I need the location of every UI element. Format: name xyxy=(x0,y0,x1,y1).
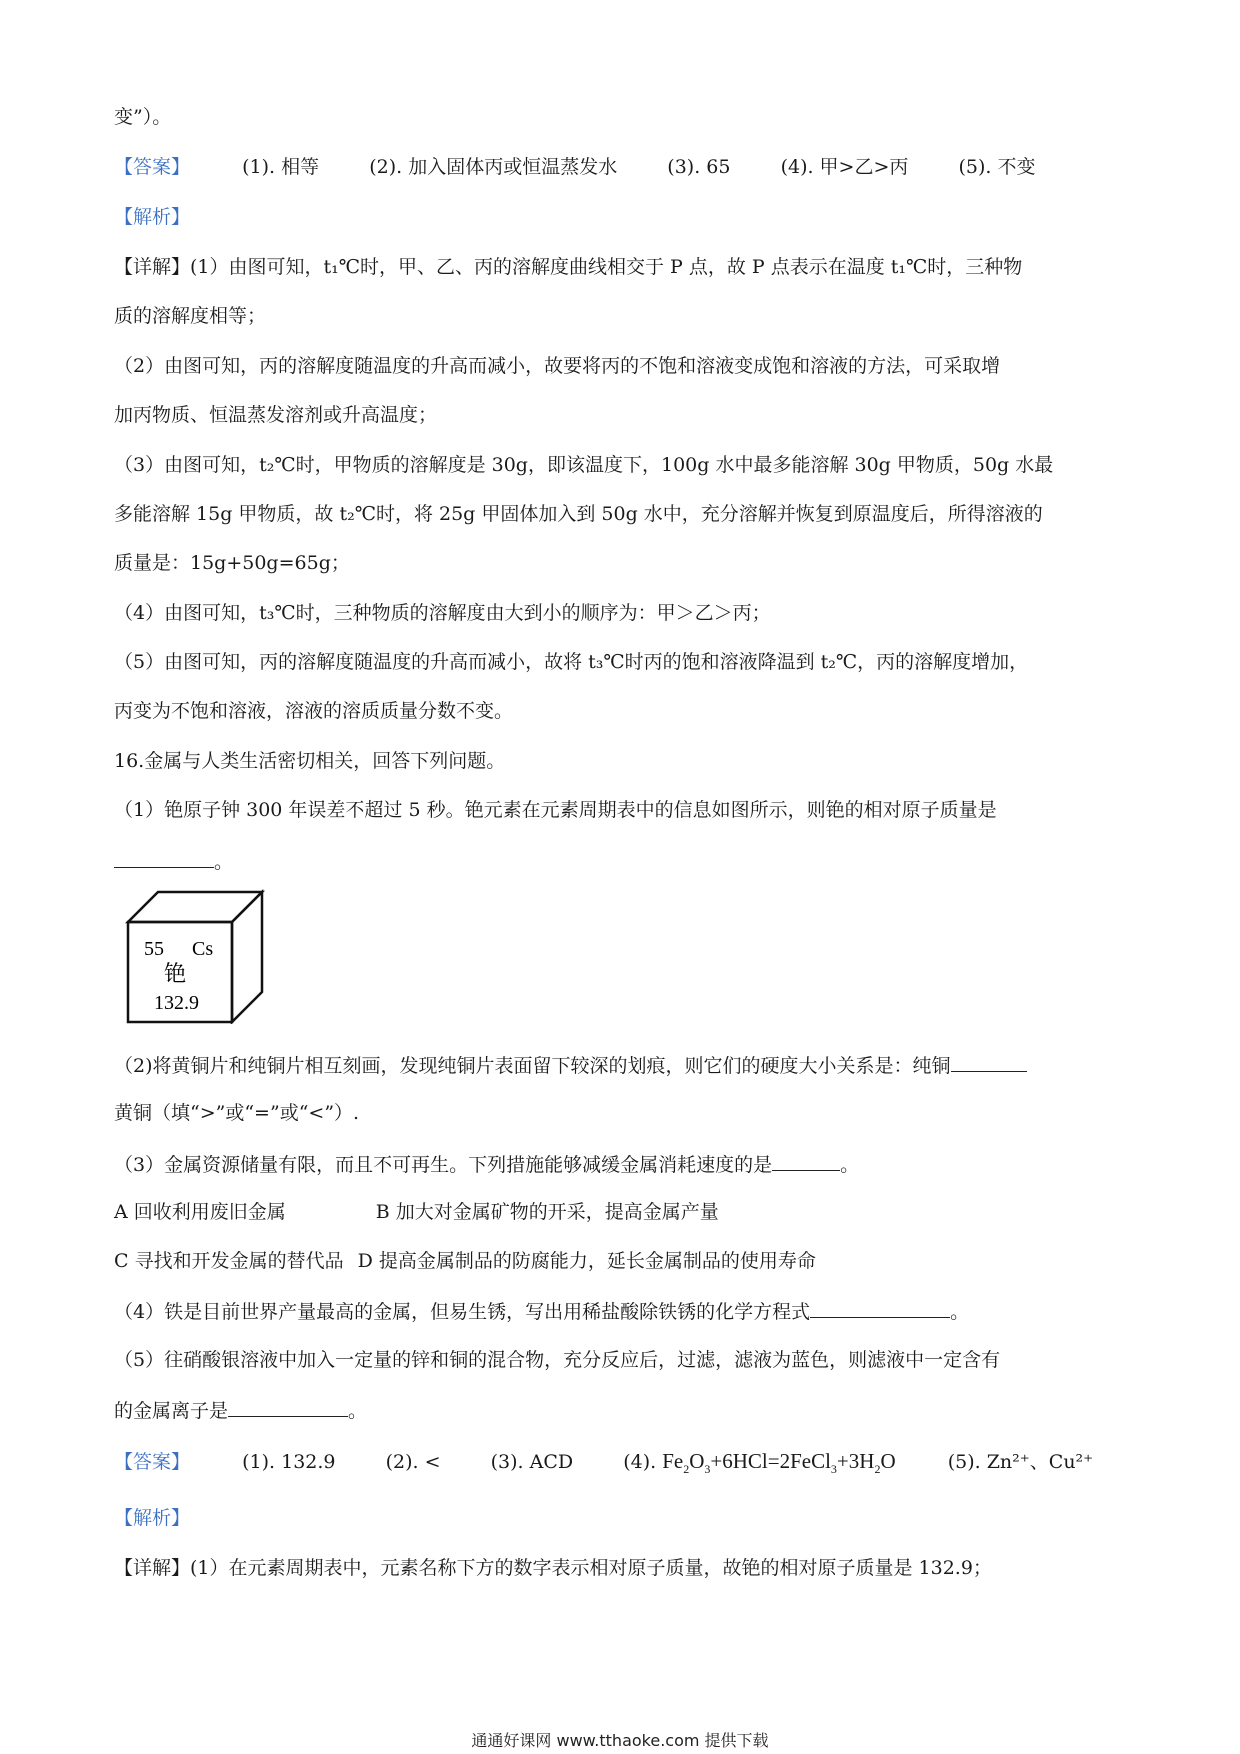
option-row xyxy=(114,1248,816,1274)
option-d: D 提高金属制品的防腐能力，延长金属制品的使用寿命 xyxy=(357,1250,816,1272)
answer-row-1 xyxy=(114,154,1036,180)
answer-item: (3). ACD xyxy=(490,1451,574,1473)
text-line: （3）金属资源储量有限，而且不可再生。下列措施能够减缓金属消耗速度的是 。 xyxy=(114,1150,859,1178)
option-row xyxy=(114,1199,719,1225)
answer-item: (4). 甲>乙>丙 xyxy=(780,156,909,178)
atomic-mass: 132.9 xyxy=(154,992,199,1014)
answer-blank[interactable] xyxy=(810,1297,950,1318)
text-line: 【详解】(1）由图可知，t₁℃时，甲、乙、丙的溶解度曲线相交于 P 点，故 P 点表示在温度 t₁℃时，三种物 xyxy=(114,256,1023,278)
chemical-equation: $Fe_2O_3+6HCl=2FeCl_3+3H_2O$ xyxy=(662,1449,896,1477)
footer-watermark: 通通好课网 www.tthaoke.com 提供下载 xyxy=(471,1731,769,1750)
atomic-number: 55 xyxy=(144,938,164,960)
answer-blank[interactable] xyxy=(114,847,214,868)
answer-item: (4). xyxy=(623,1451,657,1473)
text-line: 多能溶解 15g 甲物质，故 t₂℃时，将 25g 甲固体加入到 50g 水中，充分溶解并恢复到原温度后，所得溶液的 xyxy=(114,503,1043,525)
analysis-tag: 【解析】 xyxy=(114,1507,191,1529)
question-title: 16.金属与人类生活密切相关，回答下列问题。 xyxy=(114,750,506,772)
element-tile-image xyxy=(120,884,270,1024)
answer-tag: 【答案】 xyxy=(114,1451,191,1473)
element-name: 铯 xyxy=(164,962,187,987)
text-line: 加丙物质、恒温蒸发溶剂或升高温度； xyxy=(114,404,438,426)
answer-row-2 xyxy=(114,1448,1093,1482)
text-line: （5）由图可知，丙的溶解度随温度的升高而减小，故将 t₃℃时丙的饱和溶液降温到 t₂℃，丙的溶解度增加， xyxy=(114,651,1029,673)
text-line: 质的溶解度相等； xyxy=(114,305,267,327)
text-line: （2)将黄铜片和纯铜片相互刻画，发现纯铜片表面留下较深的划痕，则它们的硬度大小关系是：纯铜 xyxy=(114,1051,1027,1079)
answer-item: (3). 65 xyxy=(667,156,731,178)
text-line: （1）铯原子钟 300 年误差不超过 5 秒。铯元素在元素周期表中的信息如图所示，则铯的相对原子质量是 xyxy=(114,799,997,821)
text-line: 黄铜（填“>”或“=”或“<”）. xyxy=(114,1102,360,1124)
text-line: （4）铁是目前世界产量最高的金属，但易生锈，写出用稀盐酸除铁锈的化学方程式 。 xyxy=(114,1297,969,1325)
answer-blank[interactable] xyxy=(951,1051,1027,1072)
text-line: 。 xyxy=(114,847,233,875)
answer-item: (1). 相等 xyxy=(242,156,320,178)
answer-item: (5). 不变 xyxy=(958,156,1036,178)
text-line: 【详解】(1）在元素周期表中，元素名称下方的数字表示相对原子质量，故铯的相对原子质量是 132.9； xyxy=(114,1557,992,1579)
text-line: 变”）。 xyxy=(114,106,172,128)
text-line: （5）往硝酸银溶液中加入一定量的锌和铜的混合物，充分反应后，过滤，滤液为蓝色，则滤液中一定含有 xyxy=(114,1349,1001,1371)
answer-item: (2). 加入固体丙或恒温蒸发水 xyxy=(369,156,618,178)
element-symbol: Cs xyxy=(192,938,214,960)
answer-tag: 【答案】 xyxy=(114,156,191,178)
answer-blank[interactable] xyxy=(772,1150,840,1171)
answer-blank[interactable] xyxy=(228,1396,348,1417)
answer-item: (5). Zn²⁺、Cu²⁺ xyxy=(947,1451,1094,1473)
analysis-tag: 【解析】 xyxy=(114,206,191,228)
text-line: （4）由图可知，t₃℃时，三种物质的溶解度由大到小的顺序为：甲＞乙＞丙； xyxy=(114,602,771,624)
option-a: A 回收利用废旧金属 xyxy=(114,1201,286,1223)
answer-item: (1). 132.9 xyxy=(242,1451,336,1473)
answer-item: (2). < xyxy=(385,1451,441,1473)
option-b: B 加大对金属矿物的开采，提高金属产量 xyxy=(375,1201,719,1223)
text-line: 丙变为不饱和溶液，溶液的溶质质量分数不变。 xyxy=(114,700,514,722)
text-line: （2）由图可知，丙的溶解度随温度的升高而减小，故要将丙的不饱和溶液变成饱和溶液的方法，可采取增 xyxy=(114,355,1001,377)
text-line: （3）由图可知，t₂℃时，甲物质的溶解度是 30g，即该温度下，100g 水中最多能溶解 30g 甲物质，50g 水最 xyxy=(114,454,1054,476)
text-line: 质量是：15g+50g=65g； xyxy=(114,552,350,574)
text-line: 的金属离子是 。 xyxy=(114,1396,367,1424)
option-c: C 寻找和开发金属的替代品 xyxy=(114,1250,344,1272)
